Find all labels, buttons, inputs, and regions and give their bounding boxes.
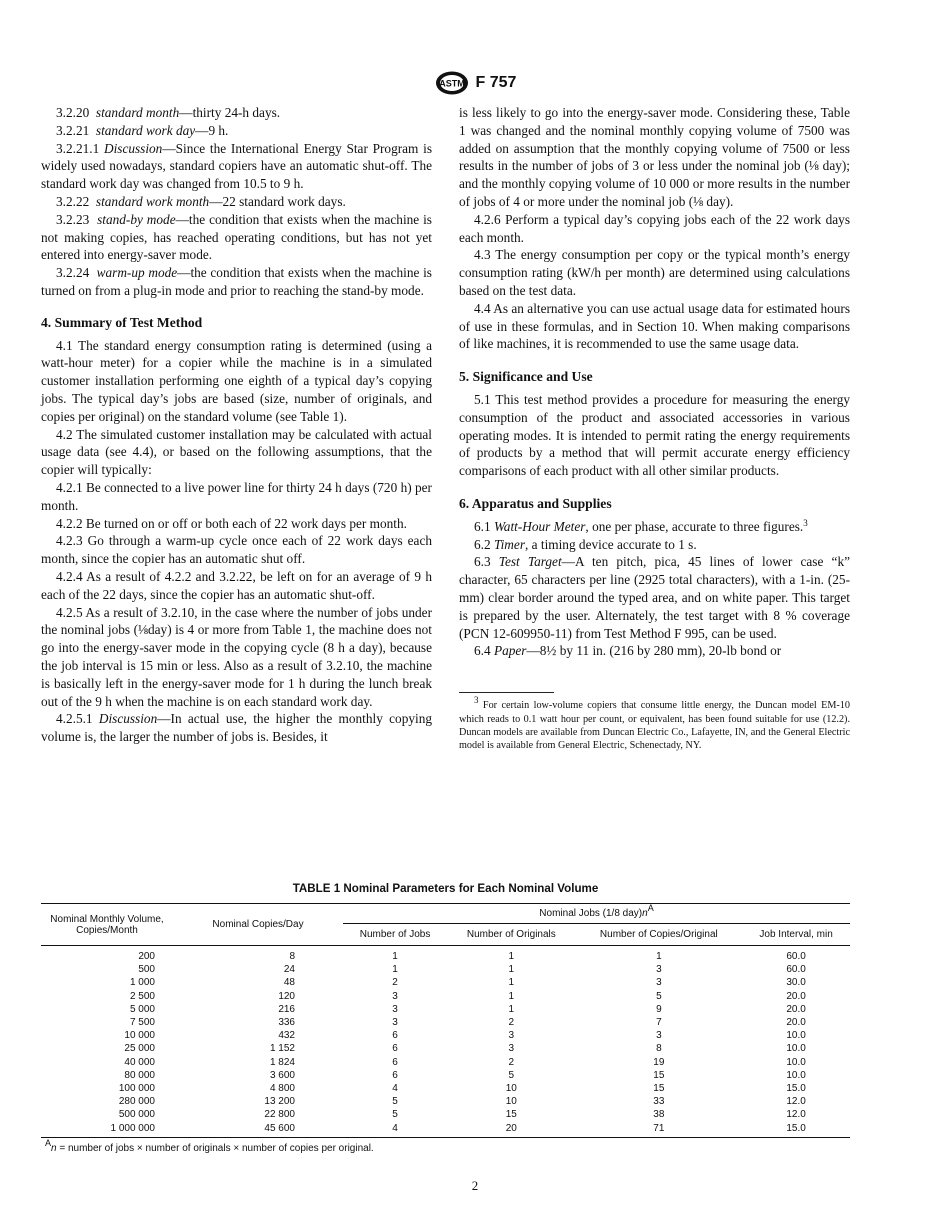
table-cell: 40 000 [124,1056,155,1068]
table-cell: 5 [392,1096,398,1108]
para-6-2: 6.2 Timer, a timing device accurate to 1 s. [474,536,697,552]
para-3-2-24: 3.2.24 warm-up mode—the condition that exists when the machine is turned on from a plug-in mode and prior to reaching the stand-by mode. [41,265,432,298]
table-cell: 9 [656,1003,662,1015]
para-4-2: 4.2 The simulated customer installation may be calculated with actual usage data (see 4.4), or based on the following assumptions, that the copier will typically: [41,426,432,478]
table-cell: 3 [656,964,662,976]
table-cell: 120 [278,990,295,1002]
table-footnote: $^A$n = number of jobs × number of originals × number of copies per original. [45,1137,374,1154]
table-cell: 60.0 [786,964,806,976]
table-cell: 12.0 [786,1096,806,1108]
table-row [41,1122,850,1138]
table-cell: 1 000 000 [41,1122,173,1138]
table-cell: 6 [392,1030,398,1042]
table-row [41,990,850,1003]
table-cell: 1 [392,964,398,976]
table-cell: 2 [508,1017,515,1029]
table-cell: 280 000 [118,1096,155,1108]
table-cell: 7 500 [129,1017,155,1029]
section-5-heading: 5. Significance and Use [459,369,593,385]
footnote-ref-3: 3 [803,517,808,528]
left-column [41,104,432,746]
table-cell: 10.0 [786,1069,806,1081]
para-6-3: 6.3 Test Target—A ten pitch, pica, 45 lines of lower case “k” character, 65 characters per line (2925 total characters), with a 1-in. (25-mm) clear border around the typed area, and on white paper. This target is prepared by the user. Alternately, the test target with 8 % coverage (PCN 12-609950-11) from Test Method F 995, can be used. [459,554,850,641]
table-row [41,1069,850,1082]
table-cell: 1 [508,1003,515,1015]
table-row [41,1056,850,1069]
table-cell: 15 [653,1069,665,1081]
table-cell: 3 [656,1030,662,1042]
header-nominal-copies-day: Nominal Copies/Day [173,904,343,946]
table-1 [41,882,850,1154]
section-4-heading: 4. Summary of Test Method [41,314,203,330]
standard-designation: F 757 [475,74,517,91]
table-cell: 1 000 [129,977,155,989]
para-3-2-23: 3.2.23 stand-by mode—the condition that exists when the machine is not making copies, has reached operating conditions, but has not yet entered into energy-saver mode. [41,211,432,263]
para-4-4: 4.4 As an alternative you can use actual usage data for estimated hours of use in these formulas, and in Section 10. When making comparisons of like machines, it is recommended to use the same usage data. [459,300,850,352]
para-5-1: 5.1 This test method provides a procedure for measuring the energy consumption of the product and associated accessories in various operating modes. It is intended to permit rating the energy requirements of products by a method that will permit accurate energy efficiency comparisons of each product with all other similar products. [459,391,850,479]
table-cell: 45 600 [173,1122,343,1138]
table-cell: 1 [508,990,515,1002]
para-4-2-5-1-continued: is less likely to go into the energy-saver mode. Considering these, Table 1 was changed and the nominal monthly copying volume of 7500 was added on assumption that the monthly copying volume of 7500 or less results in the number of jobs of 3 or less under the nominal job (⅛ day); and the monthly copying volume of 10 000 or more results in the number of jobs of 4 or more under the nominal job (⅛ day). [459,105,850,209]
table-cell: 6 [392,1069,398,1081]
header-copies-per-original: Number of Copies/Original [576,924,743,946]
table-cell: 2 500 [129,990,155,1002]
table-cell: 20.0 [786,1017,806,1029]
table-cell: 38 [653,1109,665,1121]
para-4-2-1: 4.2.1 Be connected to a live power line for thirty 24 h days (720 h) per month. [41,479,432,513]
table-row [41,1016,850,1029]
table-row [41,976,850,989]
table-cell: 4 800 [269,1083,295,1095]
table-cell: 7 [656,1017,662,1029]
table-row [41,1003,850,1016]
table-cell: 5 000 [129,1003,155,1015]
table-cell: 1 824 [269,1056,295,1068]
section-6-heading: 6. Apparatus and Supplies [459,495,612,511]
table-cell: 25 000 [124,1043,155,1055]
header-number-of-jobs: Number of Jobs [343,924,447,946]
para-3-2-21-1: 3.2.21.1 Discussion—Since the International Energy Star Program is widely used nowadays, standard copiers have an automatic shut-off. The standard work day was changed from 10.5 to 9 h. [41,140,433,192]
table-cell: 2 [508,1056,515,1068]
para-4-2-3: 4.2.3 Go through a warm-up cycle once each of 22 work days each month, since the copier has an automatic shut off. [41,533,432,567]
para-4-2-4: 4.2.4 As a result of 4.2.2 and 3.2.22, be left on for an average of 9 h each of the 22 days, since the copier has an automatic shut-off. [41,568,432,602]
table-cell: 10 [505,1096,517,1108]
page-number: 2 [471,1178,479,1193]
table-cell: 3 [508,1043,515,1055]
table-cell: 3 [392,1017,398,1029]
header-job-interval: Job Interval, min [742,924,850,946]
table-cell: 15.0 [786,1083,806,1095]
table-cell: 3 [656,977,662,989]
table-cell: 15 [653,1083,665,1095]
table-cell: 432 [278,1030,295,1042]
header-nominal-monthly-volume: Nominal Monthly Volume, Copies/Month [41,904,173,946]
table-cell: 3 [508,1030,515,1042]
table-cell: 4 [343,1122,447,1138]
header-number-of-originals: Number of Originals [447,924,575,946]
page-header [0,68,950,98]
table-cell: 33 [653,1096,665,1108]
table-cell: 216 [278,1003,295,1015]
table-cell: 6 [392,1056,398,1068]
para-4-2-2: 4.2.2 Be turned on or off or both each of 22 work days per month. [56,515,407,531]
table-cell: 500 000 [118,1109,155,1121]
table-cell: 1 [392,951,398,962]
table-cell: 20.0 [786,990,806,1002]
table-cell: 20 [447,1122,575,1138]
table-cell: 19 [653,1056,665,1068]
table-body [41,946,850,1138]
table-cell: 30.0 [786,977,806,989]
table-row [41,1108,850,1121]
table-cell: 10.0 [786,1043,806,1055]
table-cell: 3 [392,990,398,1002]
footnote-divider [459,692,554,693]
table-cell: 200 [138,951,155,962]
para-6-4: 6.4 Paper—8½ by 11 in. (216 by 280 mm), 20-lb bond or [474,643,782,659]
table-cell: 5 [656,990,662,1002]
table-cell: 1 [508,951,515,962]
table-cell: 71 [576,1122,743,1138]
logo-lettering: ASTM [438,78,465,89]
table-cell: 10 [505,1083,517,1095]
table-cell: 22 800 [264,1109,295,1121]
table-cell: 13 200 [264,1096,295,1108]
table-cell: 336 [278,1017,295,1029]
table-cell: 1 152 [269,1043,295,1055]
para-4-3: 4.3 The energy consumption per copy or the typical month’s energy consumption rating (kW/h per month) are determined using calculations based on the test data. [459,247,850,298]
table-cell: 6 [392,1043,398,1055]
para-3-2-20: 3.2.20 standard month—thirty 24-h days. [56,105,281,120]
para-4-1: 4.1 The standard energy consumption rating is determined (using a watt-hour meter) for a copier while the machine is in a simulated customer installation performing one eighth of a typical day’s copying jobs. The typical day’s jobs are based (size, number of originals, and copies per original) on the standard volume (see Table 1). [41,337,432,424]
para-4-2-5: 4.2.5 As a result of 3.2.10, in the case where the number of jobs under the nominal jobs (⅛day) is 4 or more from Table 1, the machine does not go into the energy-saver mode in the copying cycle (8 h a day), because the job interval is 15 min or less. Also as a result of 3.2.10, the machine is basically left in the energy-saver mode for 1 h during the lunch break out of the 9 h when the machine is on each standard work day. [41,604,432,709]
table-cell: 1 [508,964,515,976]
table-row [41,1082,850,1095]
header-nominal-jobs: Nominal Jobs (1/8 $day)n^A$ [343,904,850,924]
table-cell: 1 [508,977,515,989]
table-cell: 100 000 [118,1083,155,1095]
astm-logo [434,70,470,96]
table-row [41,1095,850,1108]
table-cell: 500 [138,964,155,976]
table-cell: 60.0 [786,951,806,962]
table-cell: 10.0 [786,1056,806,1068]
table-cell: 4 [392,1083,398,1095]
table-cell: 8 [656,1043,662,1055]
table-cell: 2 [392,977,398,989]
table-title: TABLE 1 Nominal Parameters for Each Nominal Volume [292,882,599,895]
table-cell: 1 [656,951,662,962]
para-3-2-21: 3.2.21 standard work day—9 h. [56,122,229,138]
table-row [41,1042,850,1055]
table-row [41,963,850,976]
table-cell: 10 000 [124,1030,155,1042]
para-4-2-5-1: 4.2.5.1 Discussion—In actual use, the higher the monthly copying volume is, the larger the number of jobs is. Besides, it [41,711,432,745]
footnote-3: $^3$ For certain low-volume copiers that consume little energy, the Duncan model EM-10 which reads to 0.1 watt hour per count, or equivalent, has been found suitable for use (12.2). Duncan models are available from Duncan Electric Co., Lafayette, IN, and the General Electric model is available from General Electric, Schenectady, NY. [459,695,850,752]
para-4-2-6: 4.2.6 Perform a typical day’s copying jobs each of the 22 work days each month. [459,211,850,245]
table-cell: 15 [505,1109,517,1121]
table-cell: 5 [508,1069,515,1081]
para-3-2-22: 3.2.22 standard work month—22 standard work days. [56,193,346,209]
table-cell: 10.0 [786,1030,806,1042]
table-cell: 20.0 [786,1003,806,1015]
table-cell: 5 [392,1109,398,1121]
table-cell: 8 [289,951,295,962]
right-column [459,104,850,753]
table-cell: 48 [283,977,295,989]
para-6-1: 6.1 Watt-Hour Meter, one per phase, accurate to three figures.$^3$ [474,517,808,534]
table-cell: 24 [283,964,295,976]
table-cell: 3 [392,1003,398,1015]
nominal-parameters-table [41,903,850,1138]
table-row [41,946,850,964]
table-cell: 12.0 [786,1109,806,1121]
table-row [41,1029,850,1042]
table-cell: 80 000 [124,1069,155,1081]
table-cell: 15.0 [742,1122,850,1138]
table-cell: 3 600 [269,1069,295,1081]
